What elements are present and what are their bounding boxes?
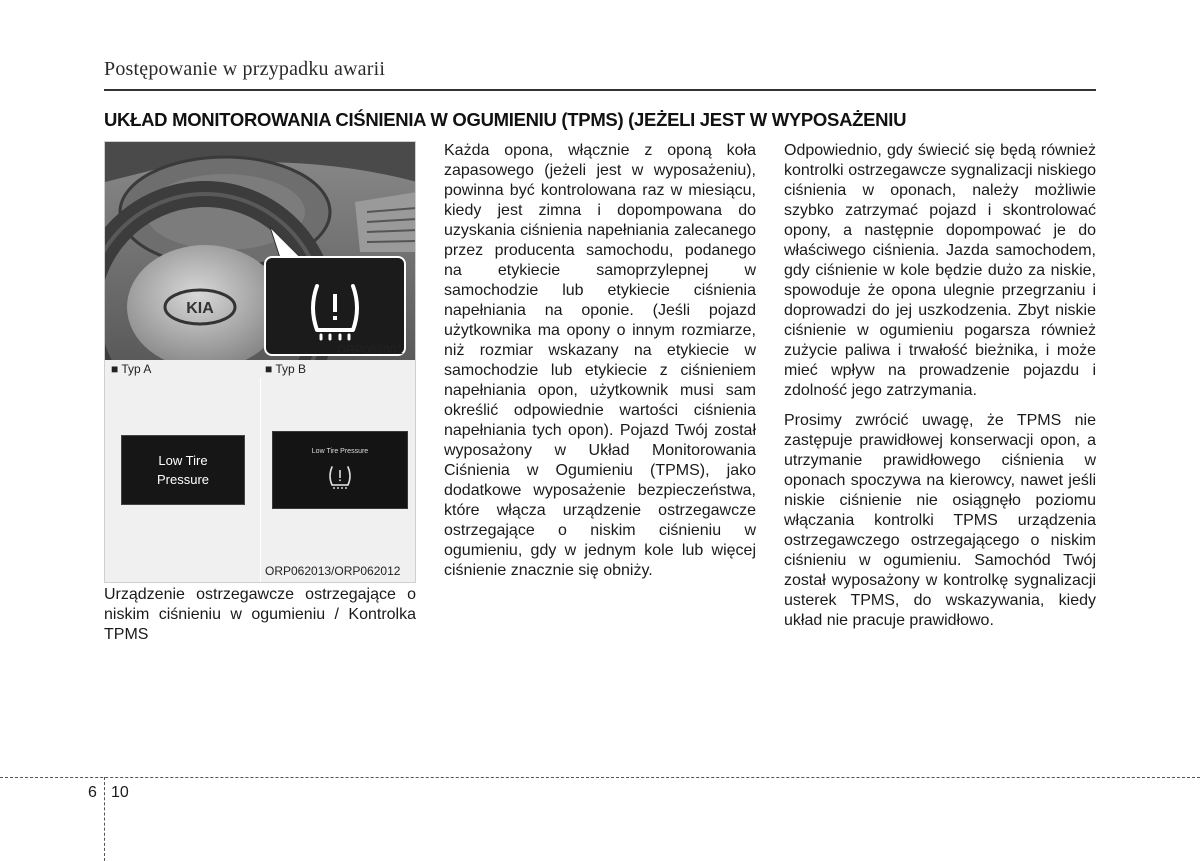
column-2 xyxy=(444,141,756,591)
photo-code: ORP062001 xyxy=(337,343,404,357)
column-3 xyxy=(784,141,1096,641)
column3-paragraph-1: Odpowiednio, gdy świecić się będą również kontrolki ostrzegawcze sygnalizacji niskiego ciśnienia w oponach, należy możliwie szybko zatrzymać pojazd i skontrolować opony, a następnie dopompować je do właściwego ciśnienia. Jazda samochodem, gdy ciśnienie w kole będzie dużo za niskie, spowoduje że opona ulegnie przegrzaniu i doprowadzi do jej uszkodzenia. Zbyt niskie ciśnienie w ogumieniu pogarsza również zużycie paliwa i trwałość bieżnika, i może mieć wpływ na prowadzenie pojazdu i zdolność jego zatrzymania. xyxy=(784,142,1096,399)
footer-dashed-rule xyxy=(0,777,1200,778)
column3-paragraph-2: Prosimy zwrócić uwagę, że TPMS nie zastępuje prawidłowej konserwacji opon, a utrzymanie prawidłowego ciśnienia w oponach spoczywa na kierowcy, nawet jeśli niskie ciśnienie nie osiągnęło poziomu włączania kontrolki TPMS urządzenia ostrzegawczego ostrzegającego o niskim ciśnieniu w ogumieniu. Samochód Twój został wyposażony w kontrolkę sygnalizacji usterek TPMS, do wskazywania, kiedy układ nie pracuje prawidłowo. xyxy=(784,412,1096,629)
type-a-display xyxy=(121,435,245,505)
section-title: Postępowanie w przypadku awarii xyxy=(104,58,386,80)
page-number: 10 xyxy=(111,784,129,801)
page-heading: UKŁAD MONITOROWANIA CIŚNIENIA W OGUMIENIU (TPMS) (JEŻELI JEST W WYPOSAŻENIU xyxy=(104,109,907,130)
figure-divider xyxy=(260,378,261,582)
chapter-number: 6 xyxy=(88,784,97,801)
footer-dashed-vertical xyxy=(104,777,105,861)
header-rule xyxy=(104,89,1096,91)
type-b-label: ■ Typ B xyxy=(265,362,307,376)
panel-b-text: Low Tire Pressure xyxy=(311,448,369,455)
type-b-display xyxy=(272,431,408,509)
panel-a-line2: Pressure xyxy=(156,472,210,487)
kia-logo: KIA xyxy=(186,300,214,317)
figure-caption: Urządzenie ostrzegawcze ostrzegające o niskim ciśnieniu w ogumieniu / Kontrolka TPMS xyxy=(104,586,416,643)
figure-bottom-code: ORP062013/ORP062012 xyxy=(265,564,401,578)
tpms-small-icon xyxy=(325,462,355,490)
dashboard-photo xyxy=(105,142,416,360)
column2-paragraph-1: Każda opona, włącznie z oponą koła zapasowego (jeżeli jest w wyposażeniu), powinna być kontrolowana raz w miesiącu, kiedy jest zimna i dopompowana do uzyskania ciśnienia napełniania zalecanego przez producenta samochodu, podanego na etykiecie samoprzylepnej w samochodzie lub etykiecie ciśnienia napełniania na oponie. (Jeśli pojazd użytkownika ma opony o innym rozmiarze, niż rozmiar wskazany na etykiecie w samochodzie lub etykiecie z ciśnieniem napełniania opon, użytkownik musi sam określić odpowiednie wartości ciśnienia napełniania tych opon). Pojazd Twój został wyposażony w Układ Monitorowania Ciśnienia w Ogumieniu (TPMS), jako dodatkowe wyposażenie bezpieczeństwa, które włącza urządzenie ostrzegawcze ostrzegające o niskim ciśnieniu w ogumieniu, gdy w jednym kole lub więcej ciśnienie znacznie się obniży. xyxy=(444,142,756,579)
type-a-label: ■ Typ A xyxy=(111,362,152,376)
panel-a-line1: Low Tire xyxy=(158,453,208,468)
figure-box xyxy=(104,141,416,583)
